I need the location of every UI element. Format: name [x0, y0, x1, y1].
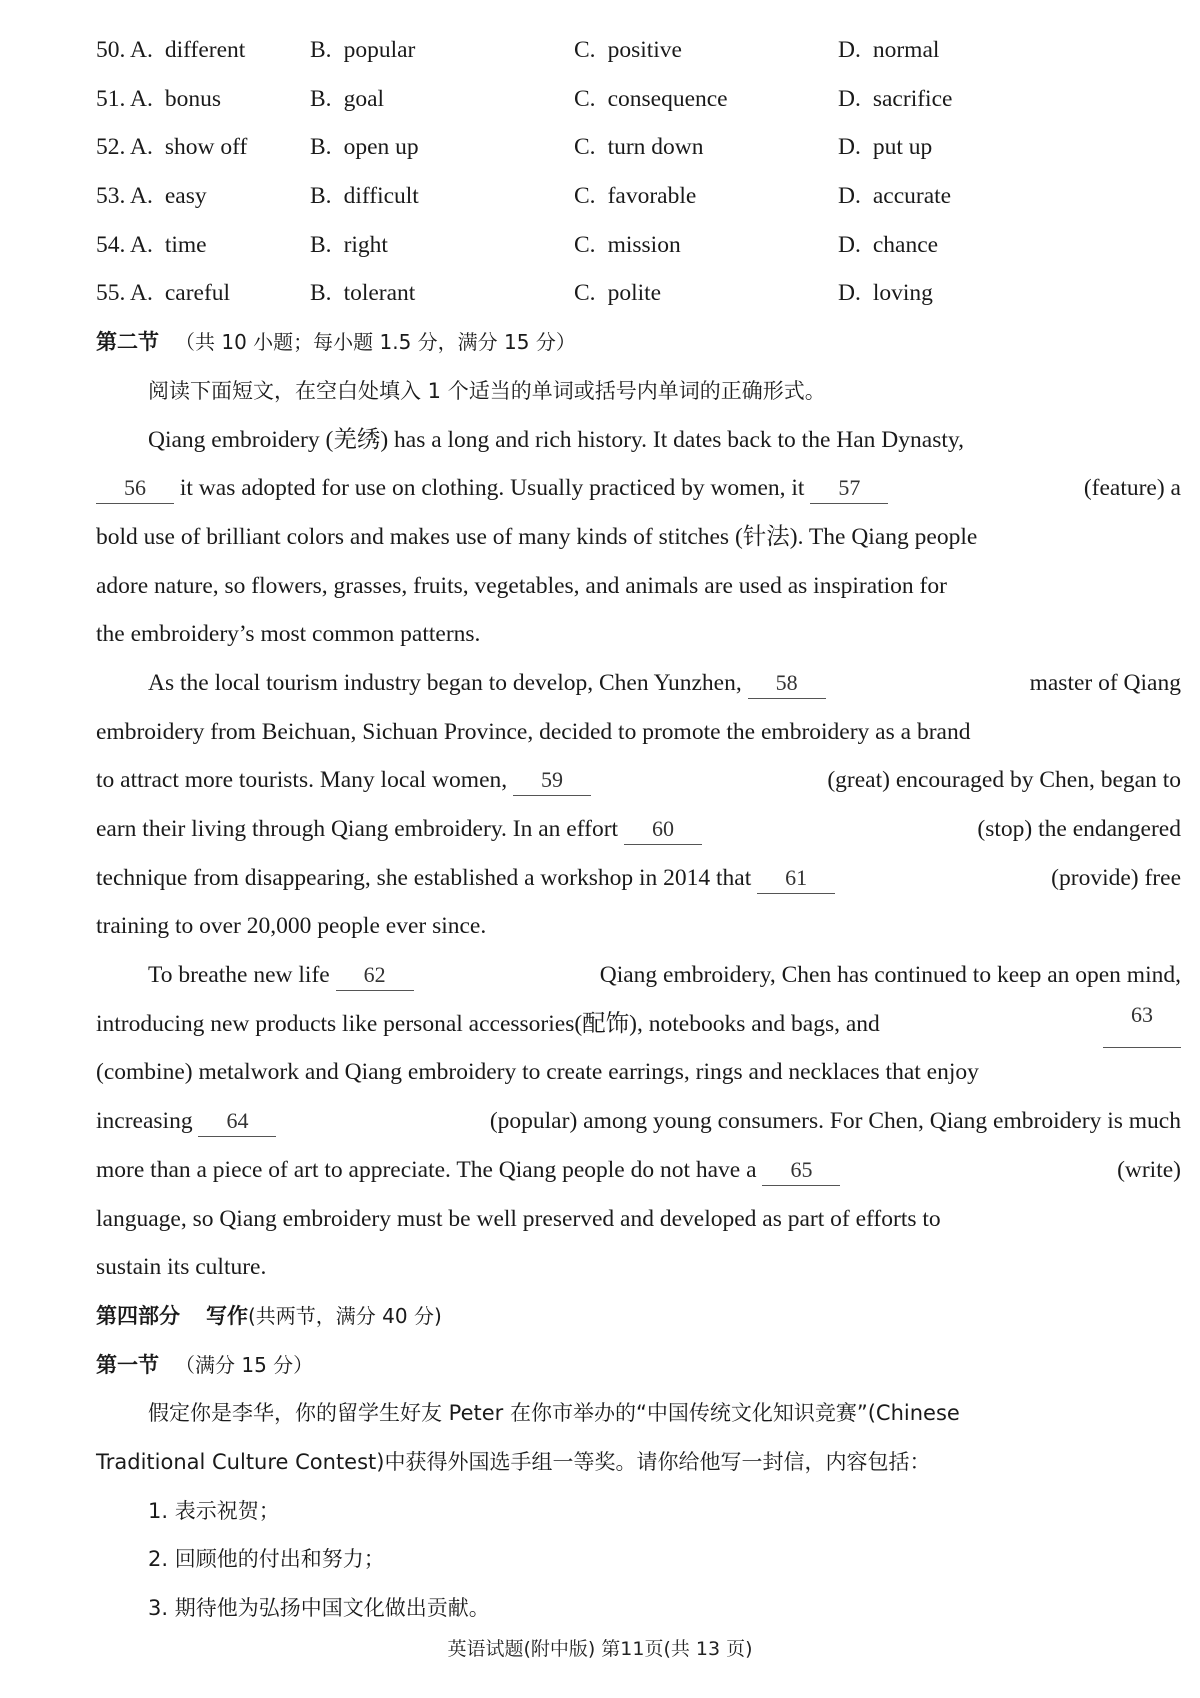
- blank-61[interactable]: 61: [757, 863, 835, 894]
- option-label: D.: [838, 85, 861, 112]
- passage-line: embroidery from Beichuan, Sichuan Province, decided to promote the embroidery as a brand: [96, 718, 971, 745]
- passage-line: [96, 1000, 1181, 1049]
- blank-60[interactable]: 60: [624, 814, 702, 845]
- passage-text: (stop) the endangered: [977, 816, 1181, 842]
- passage-line: [96, 805, 1181, 854]
- question-number: 53.: [96, 183, 126, 210]
- blank-59[interactable]: 59: [513, 765, 591, 796]
- option-label: B.: [310, 280, 332, 307]
- passage-line: the embroidery’s most common patterns.: [96, 621, 481, 648]
- writing-requirement: 1. 表示祝贺；: [148, 1498, 280, 1523]
- question-number: 55.: [96, 280, 126, 307]
- part-note: (共两节，满分 40 分): [248, 1303, 442, 1328]
- option-b: tolerant: [343, 280, 416, 307]
- option-label: D.: [838, 231, 861, 258]
- option-label: A.: [129, 183, 153, 210]
- passage-line: (combine) metalwork and Qiang embroidery to create earrings, rings and necklaces that enjoy: [96, 1059, 979, 1086]
- passage-line: bold use of brilliant colors and makes use of many kinds of stitches (针法). The Qiang people: [96, 523, 978, 550]
- passage-text: master of Qiang: [1029, 669, 1181, 696]
- passage-text: (write): [1117, 1156, 1181, 1183]
- passage-text: increasing: [96, 1108, 199, 1135]
- question-number: 54.: [96, 231, 126, 258]
- passage-line: language, so Qiang embroidery must be well preserved and developed as part of efforts to: [96, 1205, 941, 1232]
- option-row-51: [96, 75, 1181, 124]
- passage-text: To breathe new life: [148, 962, 336, 989]
- section-note: （满分 15 分）: [175, 1352, 314, 1377]
- option-label: A.: [129, 280, 153, 307]
- passage-paragraph-3: [96, 951, 1181, 1292]
- passage-text: (provide) free: [1051, 864, 1181, 891]
- option-label: D.: [838, 37, 861, 63]
- option-row-54: [96, 221, 1181, 270]
- passage-text: (popular) among young consumers. For Chen, Qiang embroidery is much: [489, 1108, 1181, 1135]
- passage-paragraph-2: [96, 659, 1181, 951]
- blank-57[interactable]: 57: [810, 473, 888, 504]
- option-label: B.: [310, 183, 332, 210]
- option-a: different: [164, 37, 246, 63]
- option-a: time: [164, 231, 207, 258]
- option-label: C.: [574, 280, 596, 307]
- option-d: sacrifice: [872, 85, 953, 112]
- passage-line: [96, 756, 1181, 805]
- option-label: C.: [574, 37, 596, 63]
- option-label: C.: [574, 85, 596, 112]
- option-label: B.: [310, 85, 332, 112]
- option-row-55: [96, 269, 1181, 318]
- writing-prompt-line: 假定你是李华，你的留学生好友 Peter 在你市举办的“中国传统文化知识竞赛”(Chinese: [148, 1401, 960, 1426]
- option-b: open up: [343, 134, 419, 161]
- writing-prompt-line: Traditional Culture Contest)中获得外国选手组一等奖。请你给他写一封信，内容包括：: [96, 1449, 931, 1474]
- part4-heading: [96, 1292, 1181, 1341]
- writing-requirement: 3. 期待他为弘扬中国文化做出贡献。: [148, 1596, 490, 1620]
- option-d: loving: [872, 280, 933, 307]
- passage-line: [96, 1146, 1181, 1195]
- option-row-52: [96, 123, 1181, 172]
- passage-text: (feature) a: [1083, 475, 1181, 502]
- section-title: 第二节: [96, 330, 159, 355]
- option-c: mission: [607, 231, 681, 258]
- option-c: favorable: [607, 183, 697, 210]
- option-a: show off: [164, 134, 248, 161]
- exam-page: [96, 26, 1181, 1633]
- option-label: C.: [574, 134, 596, 161]
- passage-text: As the local tourism industry began to develop, Chen Yunzhen,: [148, 669, 748, 696]
- passage-text: (great) encouraged by Chen, began to: [827, 767, 1181, 794]
- option-label: A.: [129, 134, 153, 161]
- passage-line: [96, 854, 1181, 903]
- option-label: B.: [310, 37, 332, 63]
- writing-requirement: 2. 回顾他的付出和努力；: [148, 1547, 385, 1572]
- option-c: polite: [607, 280, 662, 307]
- part-title: 第四部分: [96, 1303, 180, 1328]
- section2-instruction: 阅读下面短文，在空白处填入 1 个适当的单词或括号内单词的正确形式。: [148, 378, 826, 403]
- option-b: goal: [343, 85, 385, 112]
- blank-58[interactable]: 58: [748, 668, 826, 699]
- passage-line: [96, 464, 1181, 513]
- options-block: [96, 26, 1181, 318]
- passage-text: Qiang embroidery, Chen has continued to keep an open mind,: [599, 962, 1181, 989]
- option-d: accurate: [872, 183, 952, 210]
- option-row-53: [96, 172, 1181, 221]
- option-label: C.: [574, 183, 596, 210]
- part-subtitle: 写作: [206, 1303, 248, 1328]
- passage-text: to attract more tourists. Many local women,: [96, 767, 514, 794]
- page-footer: 英语试题(附中版) 第11页(共 13 页): [447, 1638, 753, 1660]
- option-label: D.: [838, 280, 861, 307]
- passage-line: [96, 659, 1181, 708]
- option-label: B.: [310, 231, 332, 258]
- passage-line: training to over 20,000 people ever since.: [96, 913, 487, 940]
- option-b: popular: [343, 37, 416, 63]
- option-b: difficult: [343, 183, 419, 210]
- passage-line: [96, 1097, 1181, 1146]
- option-label: D.: [838, 134, 861, 161]
- blank-64[interactable]: 64: [198, 1106, 276, 1137]
- option-label: A.: [129, 231, 153, 258]
- section-note: （共 10 小题；每小题 1.5 分，满分 15 分）: [175, 330, 576, 355]
- option-b: right: [343, 231, 388, 258]
- passage-line: [96, 951, 1181, 1000]
- section2-heading: [96, 318, 1181, 367]
- option-label: D.: [838, 183, 861, 210]
- section1-heading: [96, 1341, 1181, 1390]
- question-number: 51.: [96, 85, 126, 112]
- option-label: B.: [310, 134, 332, 161]
- blank-65[interactable]: 65: [762, 1155, 840, 1186]
- option-label: A.: [129, 37, 153, 63]
- passage-text: earn their living through Qiang embroidery. In an effort: [96, 816, 624, 842]
- option-label: C.: [574, 231, 596, 258]
- option-d: put up: [872, 134, 933, 161]
- option-c: positive: [607, 37, 682, 63]
- option-d: chance: [872, 231, 939, 258]
- passage-text: more than a piece of art to appreciate. The Qiang people do not have a: [96, 1156, 763, 1183]
- passage-line: adore nature, so flowers, grasses, fruits, vegetables, and animals are used as inspiration for: [96, 572, 947, 599]
- option-label: A.: [129, 85, 153, 112]
- passage-line: sustain its culture.: [96, 1254, 267, 1281]
- question-number: 50.: [96, 37, 126, 63]
- section-title: 第一节: [96, 1352, 159, 1377]
- question-number: 52.: [96, 134, 126, 161]
- blank-62[interactable]: 62: [336, 960, 414, 991]
- option-a: careful: [164, 280, 231, 307]
- option-a: easy: [164, 183, 207, 210]
- option-a: bonus: [164, 85, 221, 112]
- option-c: consequence: [607, 85, 728, 112]
- passage-text: introducing new products like personal accessories(配饰), notebooks and bags, and: [96, 1010, 880, 1037]
- blank-56[interactable]: 56: [96, 473, 174, 504]
- passage-text: technique from disappearing, she established a workshop in 2014 that: [96, 864, 758, 891]
- blank-63[interactable]: 63: [1103, 1000, 1181, 1049]
- option-row-50: [96, 26, 1181, 75]
- option-c: turn down: [607, 134, 704, 161]
- passage-paragraph-1: [96, 416, 1181, 659]
- option-d: normal: [872, 37, 940, 63]
- passage-text: it was adopted for use on clothing. Usually practiced by women, it: [174, 475, 811, 502]
- passage-line: Qiang embroidery (羌绣) has a long and rich history. It dates back to the Han Dynasty,: [148, 426, 964, 453]
